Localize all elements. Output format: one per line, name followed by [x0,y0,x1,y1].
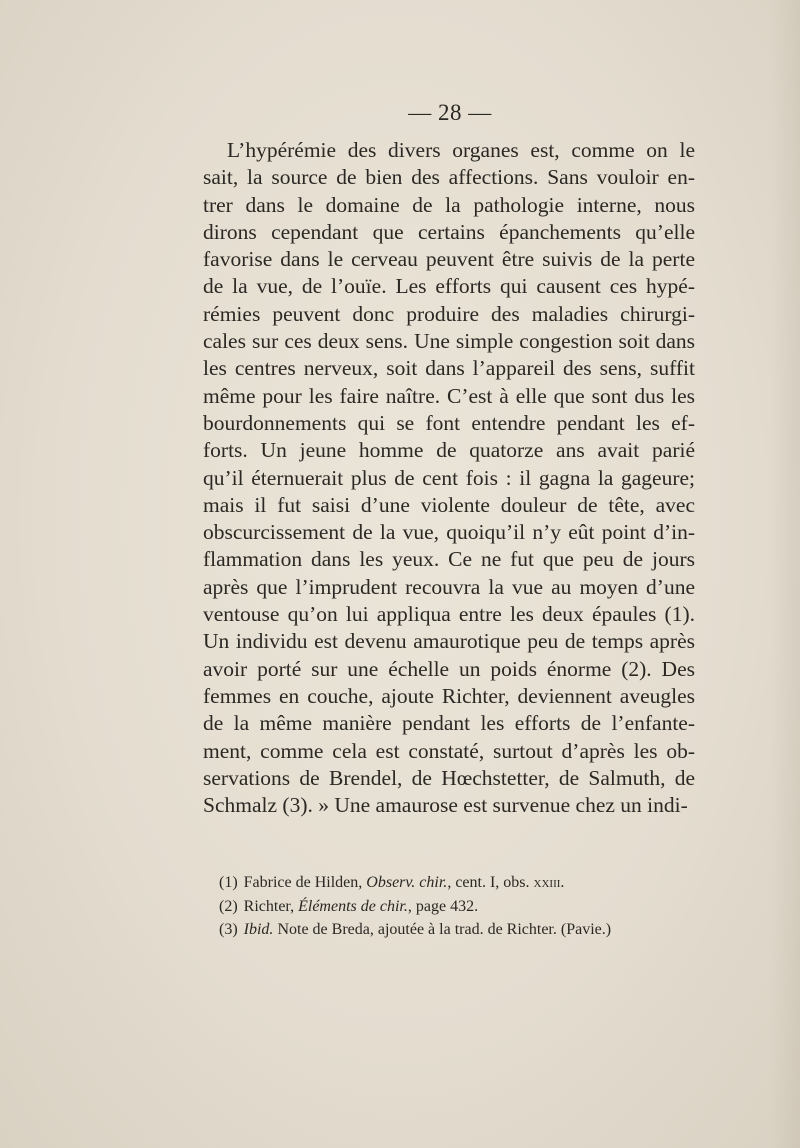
footnote-text: Note de Breda, ajoutée à la trad. de Richter. (Pavie.) [273,921,612,938]
footnote-text: , page 432. [407,897,479,915]
text-line: trer dans le domaine de la pathologie interne, nous [203,192,695,217]
text-line: mais il fut saisi d’une violente douleur de tête, avec [203,492,695,517]
text-line: femmes en couche, ajoute Richter, deviennent aveugles [203,683,695,708]
text-line: après que l’imprudent recouvra la vue au moyen d’une [203,574,695,599]
text-line: forts. Un jeune homme de quatorze ans avait parié [203,438,695,463]
text-line: ment, comme cela est constaté, surtout d’après les ob- [203,738,695,763]
text-line: les centres nerveux, soit dans l’appareil des sens, suffit [203,356,695,381]
footnote-title: Éléments de chir. [298,897,408,915]
text-line: Un individu est devenu amaurotique peu de temps après [203,629,695,654]
footnote [219,918,689,942]
text-line: bourdonnements qui se font entendre pendant les ef- [203,410,695,435]
text-line: favorise dans le cerveau peuvent être suivis de la perte [203,247,695,272]
text-line: servations de Brendel, de Hœchstetter, de Salmuth, de [203,765,695,790]
text-line: dirons cependant que certains épanchements qu’elle [203,219,695,244]
footnote-title: Observ. chir. [366,874,448,891]
main-text-block [203,137,695,819]
text-line: flammation dans les yeux. Ce ne fut que peu de jours [203,547,695,572]
footnote-mark: (1) [219,874,238,891]
footnote [219,895,689,919]
text-line: qu’il éternuerait plus de cent fois : il gagna la gageure; [203,465,695,490]
text-line: L’hypérémie des divers organes est, comme on le [227,138,695,162]
footnote-roman-numeral: xxiii. [533,874,565,891]
text-line: avoir porté sur une échelle un poids énorme (2). Des [203,656,695,681]
footnote [219,871,689,895]
text-line: sait, la source de bien des affections. Sans vouloir en- [203,165,695,190]
footnote-text: Richter, [243,897,295,915]
page-number: — 28 — [408,100,492,125]
text-line: de la même manière pendant les efforts de l’enfante- [203,711,695,736]
text-line: Schmalz (3). » Une amaurose est survenue chez un indi- [203,793,688,818]
footnote-text: , cent. I, obs. [447,874,530,891]
footnote-mark: (2) [219,897,238,915]
page-shadow-edge [770,0,800,1148]
text-line: de la vue, de l’ouïe. Les efforts qui causent ces hypé- [203,274,695,299]
text-line: obscurcissement de la vue, quoiqu’il n’y eût point d’in- [203,520,695,545]
footnotes [219,871,689,942]
text-line: rémies peuvent donc produire des maladies chirurgi- [203,301,695,326]
text-line: cales sur ces deux sens. Une simple congestion soit dans [203,329,695,354]
text-line: même pour les faire naître. C’est à elle que sont dus les [203,383,695,408]
text-line: ventouse qu’on lui appliqua entre les deux épaules (1). [203,602,695,627]
footnote-title: Ibid. [243,921,274,938]
footnote-text: Fabrice de Hilden, [243,874,363,891]
footnote-mark: (3) [219,921,238,938]
